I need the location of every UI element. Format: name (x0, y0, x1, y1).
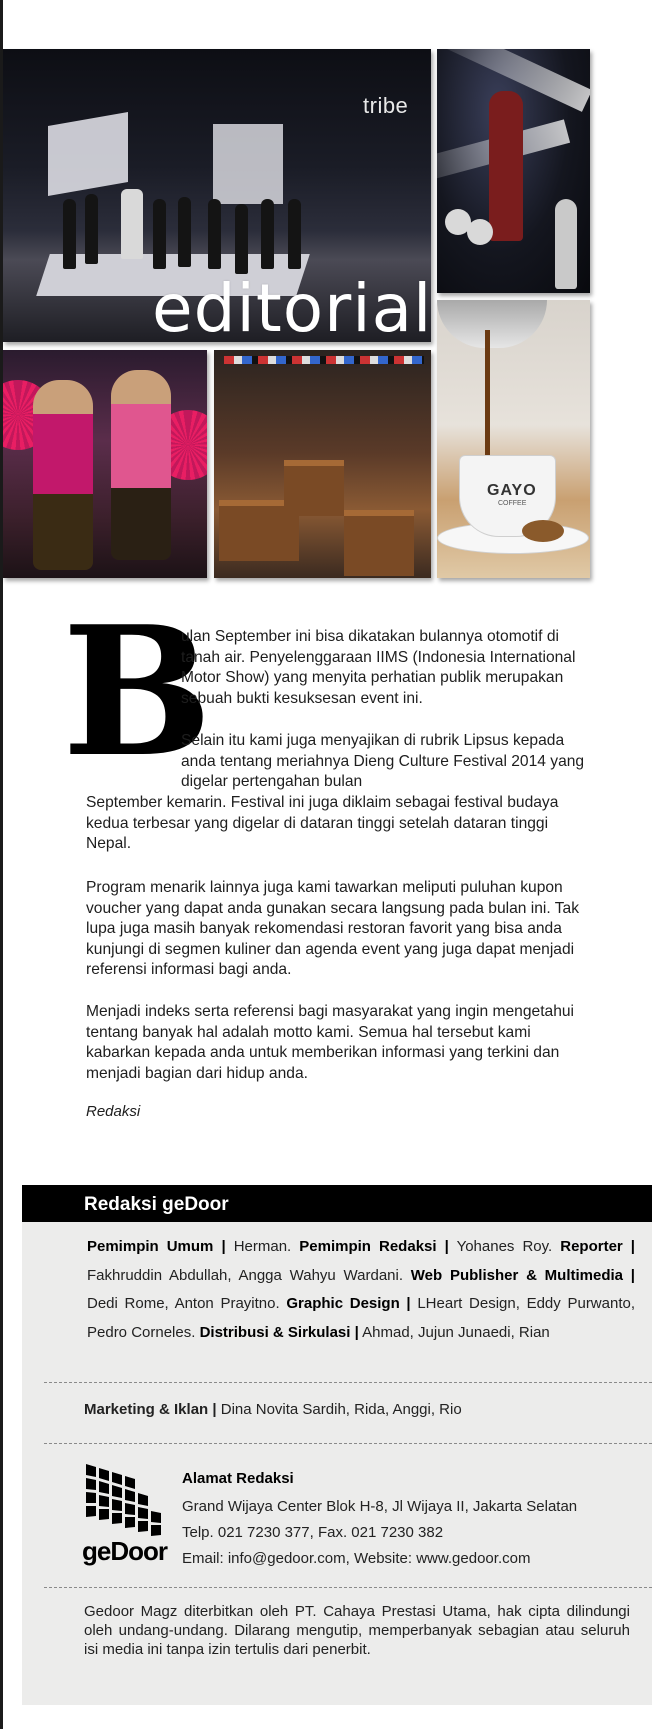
gedoor-logo-icon (82, 1462, 170, 1540)
divider (44, 1443, 652, 1444)
model-figure (153, 199, 166, 269)
paragraph-4: Menjadi indeks serta referensi bagi masyarakat yang ingin mengetahui tentang banyak hal adalah motto kami. Semua hal tersebut kami kabarkan kepada anda untuk memberikan informasi yang terkini dan menjadi bagian dari hidup anda. (86, 1003, 575, 1082)
paragraph-1: ulan September ini bisa dikatakan bulannya otomotif di tanah air. Penyelenggaraan IIMS (Indonesia International Motor Show) yang menyita perhatian publik merupakan sebuah bukti kesuksesan event ini. (181, 628, 576, 707)
credit-names: Ahmad, Jujun Junaedi, Rian (358, 1323, 550, 1341)
guitarist-figure (555, 199, 577, 289)
stage-screen (48, 112, 128, 196)
editorial-heading: editorial (152, 270, 433, 347)
divider (44, 1382, 652, 1383)
cookie (522, 520, 564, 542)
cafe-interior-photo (214, 350, 431, 578)
credit-names: Herman. (225, 1238, 300, 1255)
venue-sign: tribe (363, 93, 409, 118)
credit-role: Reporter | (560, 1238, 636, 1255)
coffee-stream (485, 330, 490, 470)
gedoor-logo (82, 1462, 170, 1566)
model-figure (85, 194, 98, 264)
bunting-flags (224, 356, 424, 364)
model-figure (178, 197, 191, 267)
drum-kit (467, 219, 493, 245)
credit-role: Pemimpin Umum | (87, 1238, 226, 1255)
drop-cap: B (62, 587, 213, 796)
credit-names: Dina Novita Sardih, Rida, Anggi, Rio (216, 1401, 462, 1418)
credit-role: Graphic Design | (286, 1295, 411, 1312)
masthead-header (22, 1185, 652, 1222)
email-website-line: Email: info@gedoor.com, Website: www.gedoor.com (182, 1550, 531, 1567)
model-figure (208, 199, 221, 269)
publisher-notice: Gedoor Magz diterbitkan oleh PT. Cahaya Prestasi Utama, hak cipta dilindungi oleh undang-undang. Dilarang mengutip, memperbanyak sebagian atau seluruh isi media ini tanpa izin tertulis dari penerbit. (84, 1603, 630, 1658)
model-figure (261, 199, 274, 269)
credit-role: Marketing & Iklan | (84, 1401, 217, 1418)
paragraph-2-start: Selain itu kami juga menyajikan di rubrik Lipsus kepada anda tentang meriahnya Dieng Culture Festival 2014 yang digelar pertengahan bulan (181, 732, 585, 790)
marketing-credit (84, 1401, 462, 1418)
masthead-box (22, 1185, 652, 1705)
photo-collage (0, 0, 670, 600)
credit-role: Pemimpin Redaksi | (299, 1238, 449, 1255)
model-figure (288, 199, 301, 269)
divider (44, 1587, 652, 1588)
singer-figure (489, 91, 523, 241)
paragraph-3: Program menarik lainnya juga kami tawarkan meliputi puluhan kupon voucher yang dapat anda gunakan secara langsung pada bulan ini. Tak lupa juga masih banyak rekomendasi restoran favorit yang bisa anda kunjungi di segmen kuliner dan agenda event yang juga dapat menjadi referensi informasi bagi anda. (86, 879, 580, 978)
masthead-title: Redaksi geDoor (84, 1194, 229, 1215)
credit-role: Web Publisher & Multimedia | (410, 1266, 635, 1284)
dancer-figure (111, 370, 171, 560)
cafe-booth (284, 460, 344, 516)
signature: Redaksi (86, 1103, 141, 1120)
address-line: Grand Wijaya Center Blok H-8, Jl Wijaya II, Jakarta Selatan (182, 1498, 578, 1515)
model-figure (63, 199, 76, 269)
credit-names: LHeart Design, Eddy Purwanto, Pedro Corneles. (87, 1295, 636, 1341)
stage-screen (213, 124, 283, 204)
coffee-brand-label: GAYO (487, 482, 537, 499)
model-figure (121, 189, 143, 259)
gedoor-logo-text: geDoor (82, 1536, 167, 1566)
address-title: Alamat Redaksi (182, 1470, 294, 1487)
dancer-figure (33, 380, 93, 570)
cafe-booth (344, 510, 414, 576)
credit-names: Yohanes Roy. (448, 1238, 561, 1255)
model-figure (235, 204, 248, 274)
coffee-photo (437, 300, 590, 578)
credit-role: Distribusi & Sirkulasi | (199, 1323, 359, 1341)
concert-photo (437, 49, 590, 293)
pour-jug (437, 300, 547, 348)
dancers-photo (3, 350, 207, 578)
credit-names: Dedi Rome, Anton Prayitno. (87, 1295, 287, 1312)
phone-fax-line: Telp. 021 7230 377, Fax. 021 7230 382 (182, 1524, 444, 1541)
credit-names: Fakhruddin Abdullah, Angga Wahyu Wardani. (87, 1266, 411, 1284)
coffee-brand-sub: COFFEE (498, 500, 527, 507)
paragraph-2-end: September kemarin. Festival ini juga diklaim sebagai festival budaya kedua terbesar yang digelar di dataran tinggi setelah dataran tinggi Nepal. (86, 794, 559, 852)
credits-list (87, 1233, 635, 1347)
